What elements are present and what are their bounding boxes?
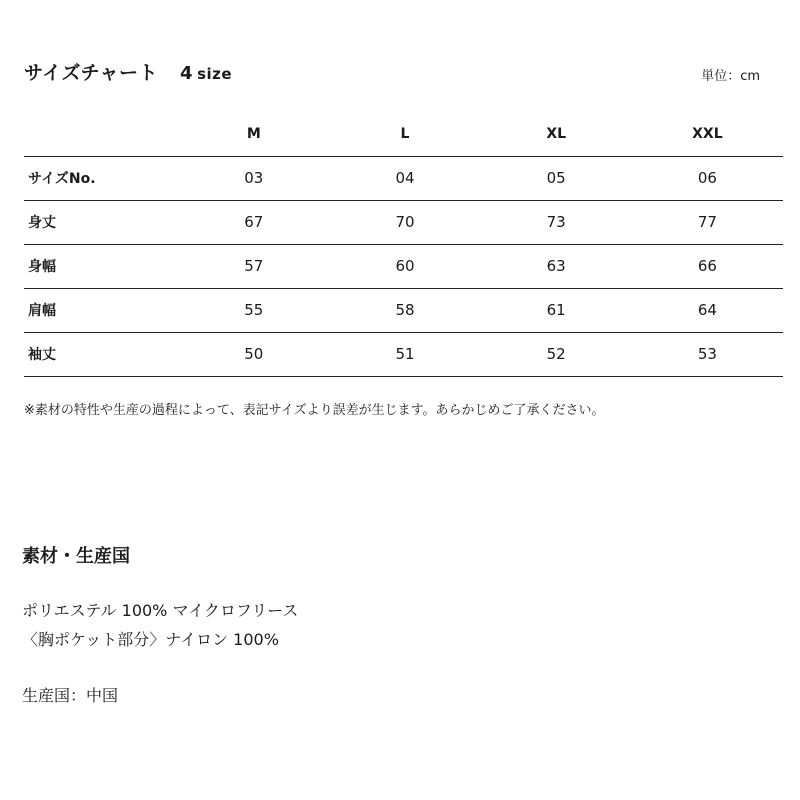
table-cell: 63 xyxy=(481,244,632,288)
table-cell: 52 xyxy=(481,332,632,376)
size-count-unit: size xyxy=(197,65,233,83)
row-label-size-no: サイズNo. xyxy=(24,156,178,200)
size-table-header-row xyxy=(24,112,783,156)
column-header-l: L xyxy=(329,112,480,156)
table-cell: 77 xyxy=(632,200,783,244)
table-row xyxy=(24,332,783,376)
table-row xyxy=(24,288,783,332)
size-table-corner xyxy=(24,112,178,156)
table-row xyxy=(24,244,783,288)
table-cell: 51 xyxy=(329,332,480,376)
row-label-body-width: 身幅 xyxy=(24,244,178,288)
table-cell: 50 xyxy=(178,332,329,376)
size-note: ※素材の特性や生産の過程によって、表記サイズより誤差が生じます。あらかじめご了承ください。 xyxy=(24,403,605,418)
column-header-m: M xyxy=(178,112,329,156)
table-cell: 05 xyxy=(481,156,632,200)
size-chart-title xyxy=(24,58,232,85)
table-cell: 06 xyxy=(632,156,783,200)
unit-label: 単位：cm xyxy=(701,69,760,84)
table-cell: 58 xyxy=(329,288,480,332)
table-cell: 64 xyxy=(632,288,783,332)
table-cell: 60 xyxy=(329,244,480,288)
table-cell: 61 xyxy=(481,288,632,332)
table-cell: 53 xyxy=(632,332,783,376)
table-cell: 03 xyxy=(178,156,329,200)
table-row xyxy=(24,200,783,244)
size-chart-title-text: サイズチャート xyxy=(24,62,159,84)
table-cell: 55 xyxy=(178,288,329,332)
size-chart-header xyxy=(24,58,760,88)
table-cell: 66 xyxy=(632,244,783,288)
material-line-pocket: 〈胸ポケット部分〉ナイロン 100% xyxy=(22,630,279,649)
table-row xyxy=(24,156,783,200)
material-line-fabric: ポリエステル 100% マイクロフリース xyxy=(22,601,299,620)
row-label-shoulder-width: 肩幅 xyxy=(24,288,178,332)
material-line-origin: 生産国：中国 xyxy=(22,686,119,705)
table-cell: 57 xyxy=(178,244,329,288)
table-cell: 04 xyxy=(329,156,480,200)
material-heading: 素材・生産国 xyxy=(22,546,130,567)
size-table xyxy=(24,112,783,377)
table-cell: 70 xyxy=(329,200,480,244)
row-label-body-length: 身丈 xyxy=(24,200,178,244)
table-cell: 73 xyxy=(481,200,632,244)
size-count: 4 xyxy=(180,63,194,84)
column-header-xl: XL xyxy=(481,112,632,156)
column-header-xxl: XXL xyxy=(632,112,783,156)
table-cell: 67 xyxy=(178,200,329,244)
row-label-sleeve-length: 袖丈 xyxy=(24,332,178,376)
